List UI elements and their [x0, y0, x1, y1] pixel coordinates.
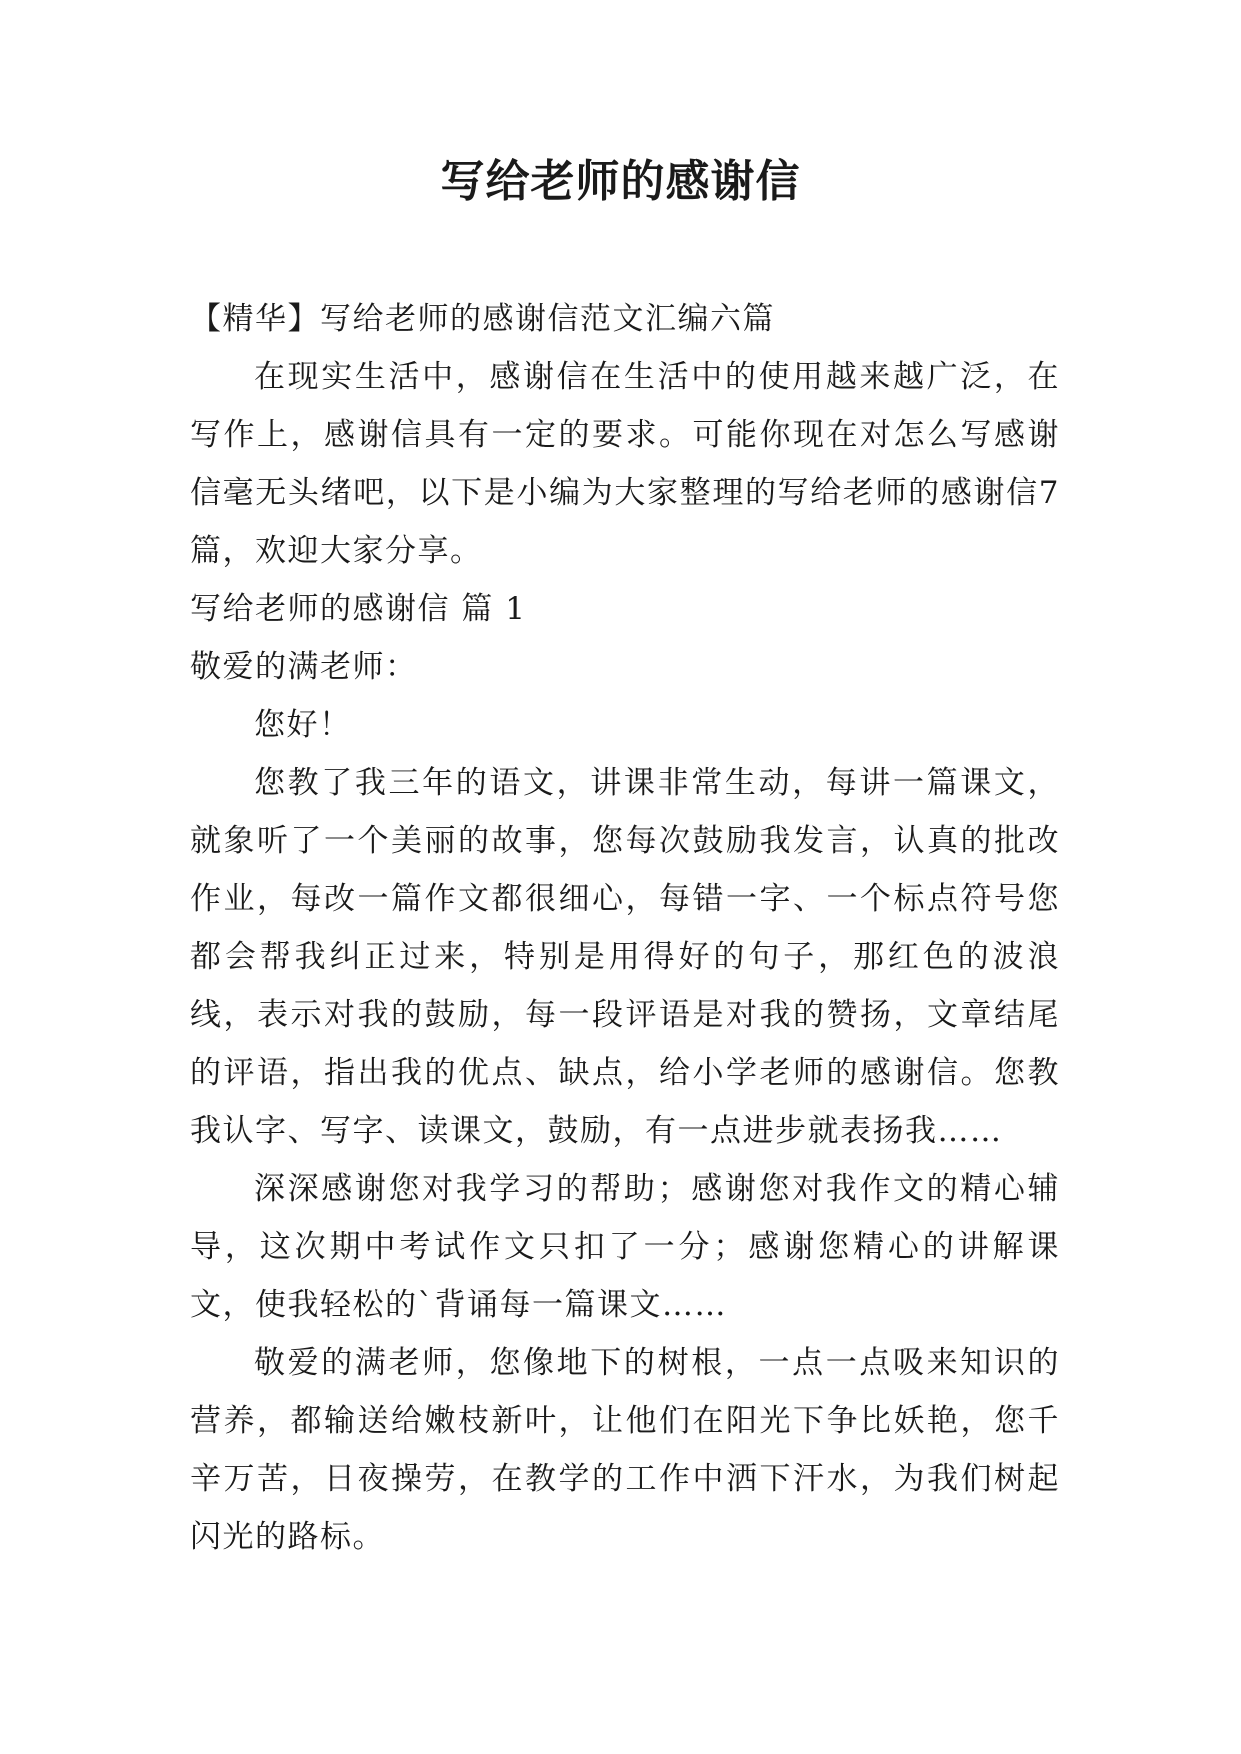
document-body — [190, 290, 1060, 1566]
paragraph: 深深感谢您对我学习的帮助；感谢您对我作文的精心辅导，这次期中考试作文只扣了一分；感谢您精心的讲解课文，使我轻松的`背诵每一篇课文…… — [190, 1171, 1060, 1323]
paragraph-subtitle: 【精华】写给老师的感谢信范文汇编六篇 — [190, 301, 775, 337]
paragraph: 您教了我三年的语文，讲课非常生动，每讲一篇课文，就象听了一个美丽的故事，您每次鼓励我发言，认真的批改作业，每改一篇作文都很细心，每错一字、一个标点符号您都会帮我纠正过来，特别是用得好的句子，那红色的波浪线，表示对我的鼓励，每一段评语是对我的赞扬，文章结尾的评语，指出我的优点、缺点，给小学老师的感谢信。您教我认字、写字、读课文，鼓励，有一点进步就表扬我…… — [190, 765, 1060, 1149]
letter-salutation: 敬爱的满老师： — [190, 649, 418, 685]
section-heading: 写给老师的感谢信 篇 1 — [190, 591, 527, 627]
letter-greeting: 您好！ — [254, 707, 352, 743]
paragraph-intro: 在现实生活中，感谢信在生活中的使用越来越广泛，在写作上，感谢信具有一定的要求。可能你现在对怎么写感谢信毫无头绪吧，以下是小编为大家整理的写给老师的感谢信7篇，欢迎大家分享。 — [190, 359, 1060, 569]
document-title: 写给老师的感谢信 — [440, 156, 801, 207]
paragraph: 敬爱的满老师，您像地下的树根，一点一点吸来知识的营养，都输送给嫩枝新叶，让他们在阳光下争比妖艳，您千辛万苦，日夜操劳，在教学的工作中洒下汗水，为我们树起闪光的路标。 — [190, 1345, 1060, 1555]
